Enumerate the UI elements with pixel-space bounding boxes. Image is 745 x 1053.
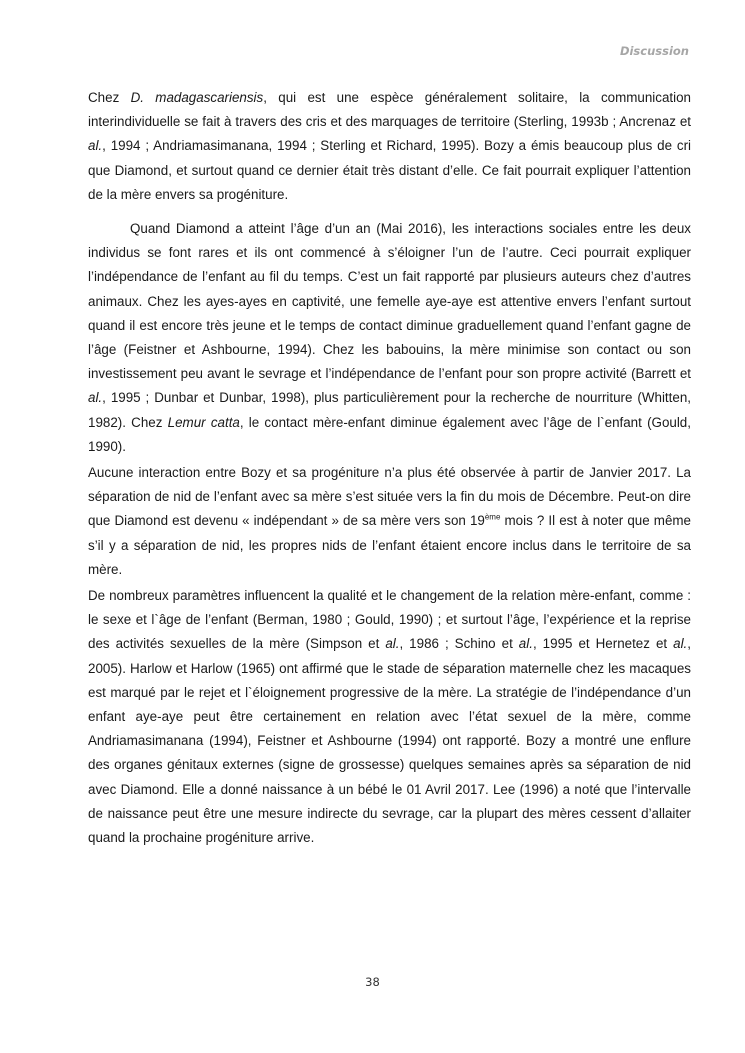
text-run: , 2005). Harlow et Harlow (1965) ont affirmé que le stade de séparation maternelle chez les macaques est marqué par le rejet et l`éloignement progressive de la mère. La stratégie de l’indépendance d’un enfant aye-aye peut être certainement en relation avec l’état sexuel de la mère, comme Andriamasimanana (1994), Feistner et Ashbourne (1994) ont rapporté. Bozy a montré une enflure des organes génitaux externes (signe de grossesse) quelques semaines après sa séparation de nid avec Diamond. Elle a donné naissance à un bébé le 01 Avril 2017. Lee (1996) a noté que l’intervalle de naissance peut être une mesure indirecte du sevrage, car la plupart des mères cessent d’allaiter quand la prochaine progéniture arrive. xyxy=(88,636,692,846)
citation-al: al. xyxy=(385,636,400,652)
text-run: , 1986 ; Schino et xyxy=(399,636,519,652)
text-run: , 1995 ; Dunbar et Dunbar, 1998), plus particulièrement pour la recherche de nourriture (Whitten, 1982). Chez xyxy=(88,390,691,430)
citation-al: al. xyxy=(88,138,103,154)
species-name: Lemur catta xyxy=(167,414,240,430)
text-run: , le contact mère-enfant diminue également avec l’âge de l`enfant (Gould, 1990). xyxy=(88,414,691,454)
text-run: , 1995 et Hernetez et xyxy=(532,636,674,652)
paragraph-1 xyxy=(88,86,691,207)
text-run: Aucune interaction entre Bozy et sa progéniture n’a plus été observée à partir de Janvier 2017. La séparation de nid de l’enfant avec sa mère s’est située vers la fin du mois de Décembre. Peut-on dire que Diamond est devenu « indépendant » de sa mère vers son 19 xyxy=(88,465,691,529)
species-name: D. madagascariensis xyxy=(130,90,264,105)
ordinal-superscript: ème xyxy=(484,512,501,522)
paragraph-4 xyxy=(88,584,691,850)
body-text xyxy=(88,86,691,850)
text-run: De nombreux paramètres influencent la qualité et le changement de la relation mère-enfant, comme : le sexe et l`âge de l’enfant (Berman, 1980 ; Gould, 1990) ; et surtout l’âge, l’expérience et la reprise des activités sexuelles de la mère (Simpson et xyxy=(88,588,691,652)
citation-al: al. xyxy=(518,636,533,652)
citation-al: al. xyxy=(673,636,688,652)
citation-al: al. xyxy=(88,390,103,406)
text-run: , qui est une espèce généralement solitaire, la communication interindividuelle se fait à travers des cris et des marquages de territoire (Sterling, 1993b ; Ancrenaz et xyxy=(88,90,691,130)
text-run: Quand Diamond a atteint l’âge d’un an (Mai 2016), les interactions sociales entre les deux individus se font rares et ils ont commencé à s’éloigner l’un de l’autre. Ceci pourrait expliquer l’indépendance de l’enfant au fil du temps. C’est un fait rapporté par plusieurs auteurs chez d’autres animaux. Chez les ayes-ayes en captivité, une femelle aye-aye est attentive envers l’enfant surtout quand il est encore très jeune et le temps de contact diminue graduellement quand l’enfant gagne de l’âge (Feistner et Ashbourne, 1994). Chez les babouins, la mère minimise son contact ou son investissement peu avant le sevrage et l’indépendance de l’enfant pour son propre activité (Barrett et xyxy=(88,221,691,382)
text-run: Chez xyxy=(88,90,131,105)
paragraph-3 xyxy=(88,461,691,582)
paragraph-2 xyxy=(88,217,691,459)
text-run: , 1994 ; Andriamasimanana, 1994 ; Sterling et Richard, 1995). Bozy a émis beaucoup plus de cri que Diamond, et surtout quand ce dernier était très distant d’elle. Ce fait pourrait expliquer l’attention de la mère envers sa progéniture. xyxy=(88,138,691,202)
page-number: 38 xyxy=(365,975,380,989)
text-run: mois ? Il est à noter que même s’il y a séparation de nid, les propres nids de l’enfant étaient encore inclus dans le territoire de sa mère. xyxy=(88,513,692,577)
section-header: Discussion xyxy=(619,44,689,58)
